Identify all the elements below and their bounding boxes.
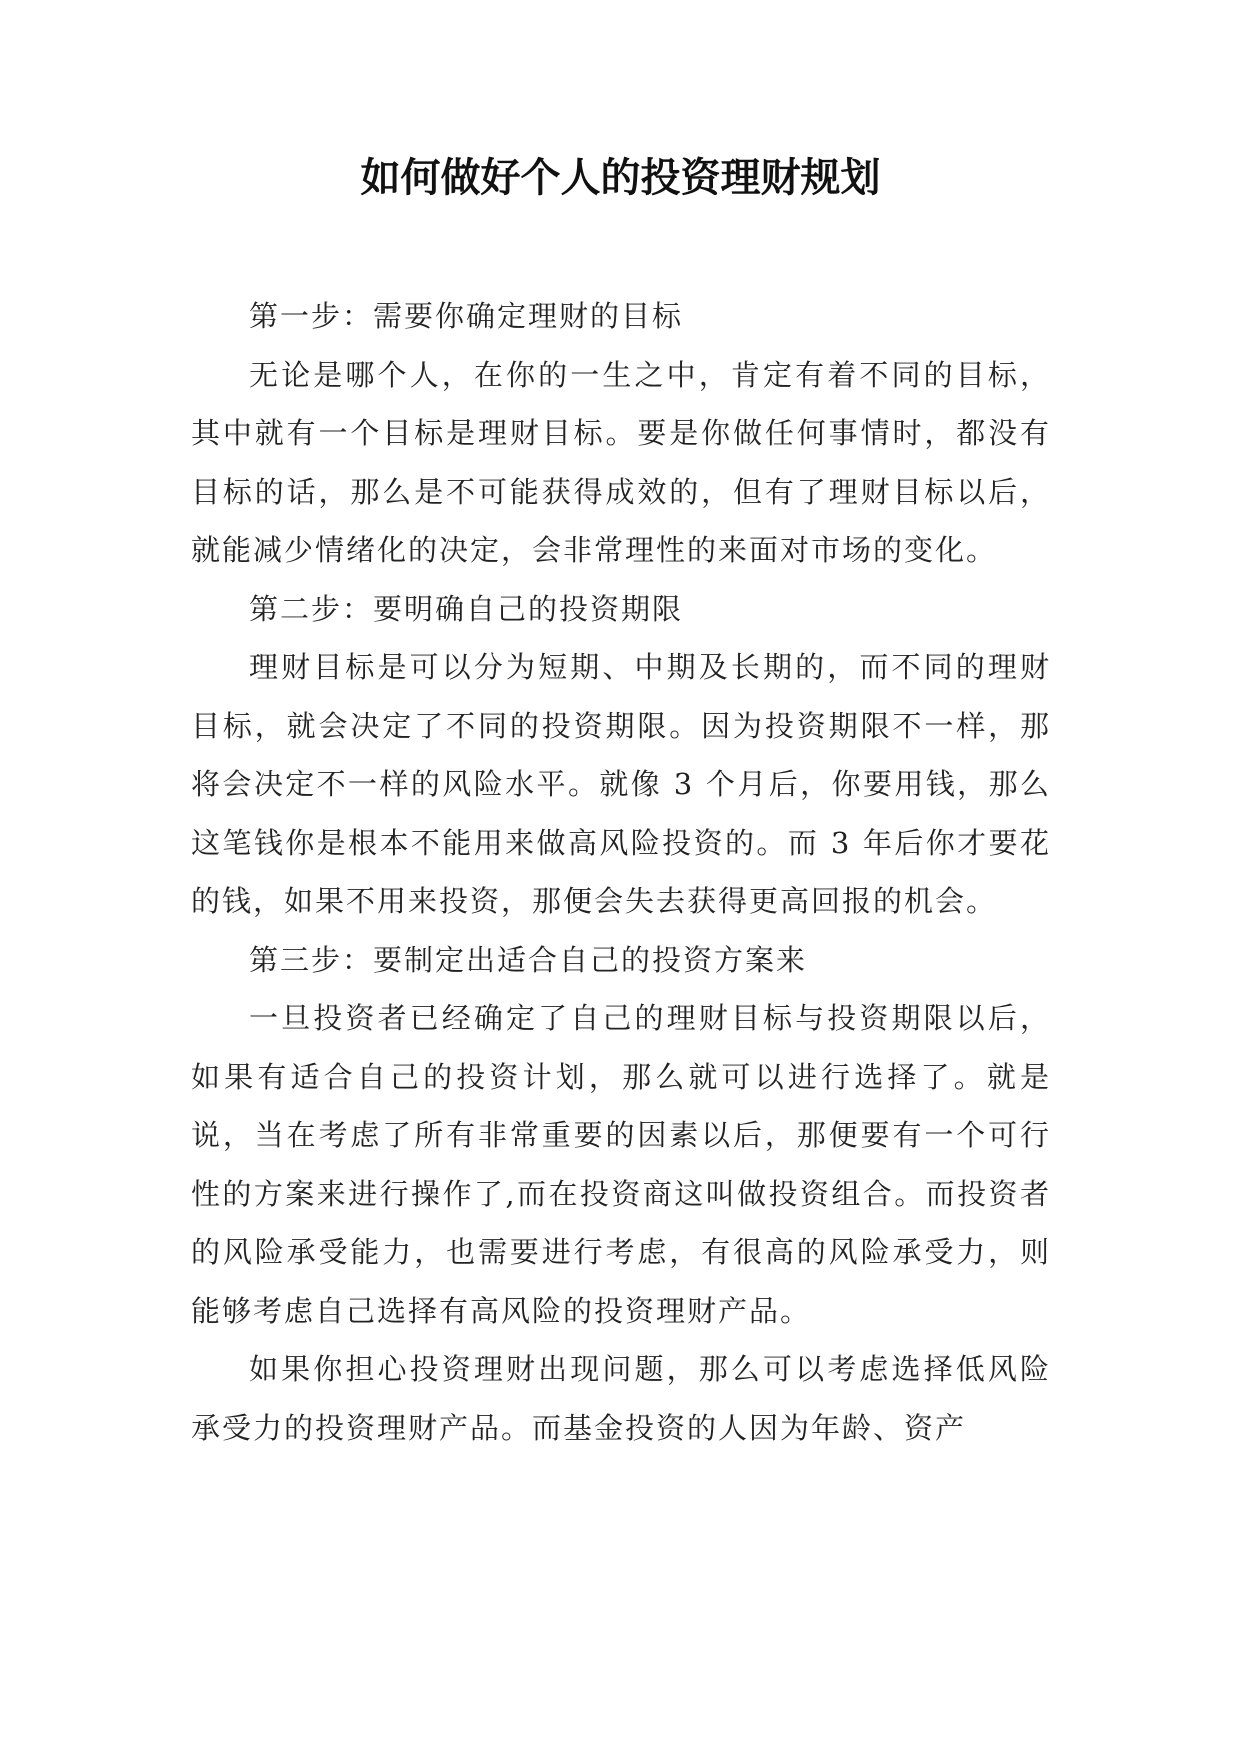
paragraph: 一旦投资者已经确定了自己的理财目标与投资期限以后，如果有适合自己的投资计划，那么就可以进行选择了。就是说，当在考虑了所有非常重要的因素以后，那便要有一个可行性的方案来进行操作了,而在投资商这叫做投资组合。而投资者的风险承受能力，也需要进行考虑，有很高的风险承受力，则能够考虑自己选择有高风险的投资理财产品。: [191, 1001, 1051, 1328]
paragraph: 理财目标是可以分为短期、中期及长期的，而不同的理财目标，就会决定了不同的投资期限。因为投资期限不一样，那将会决定不一样的风险水平。就像 3 个月后，你要用钱，那么这笔钱你是根本不能用来做高风险投资的。而 3 年后你才要花的钱，如果不用来投资，那便会失去获得更高回报的机会。: [191, 650, 1051, 918]
document-body: [191, 287, 1051, 1457]
step-one-heading: 第一步：需要你确定理财的目标: [249, 299, 684, 333]
step-two-heading: 第二步：要明确自己的投资期限: [249, 591, 684, 626]
document-title: 如何做好个人的投资理财规划: [360, 154, 881, 201]
paragraph: 如果你担心投资理财出现问题，那么可以考虑选择低风险承受力的投资理财产品。而基金投资的人因为年龄、资产: [191, 1352, 1051, 1445]
step-three-heading: 第三步：要制定出适合自己的投资方案来: [249, 942, 808, 977]
paragraph: 无论是哪个人，在你的一生之中，肯定有着不同的目标，其中就有一个目标是理财目标。要是你做任何事情时，都没有目标的话，那么是不可能获得成效的，但有了理财目标以后，就能减少情绪化的决定，会非常理性的来面对市场的变化。: [191, 357, 1051, 567]
